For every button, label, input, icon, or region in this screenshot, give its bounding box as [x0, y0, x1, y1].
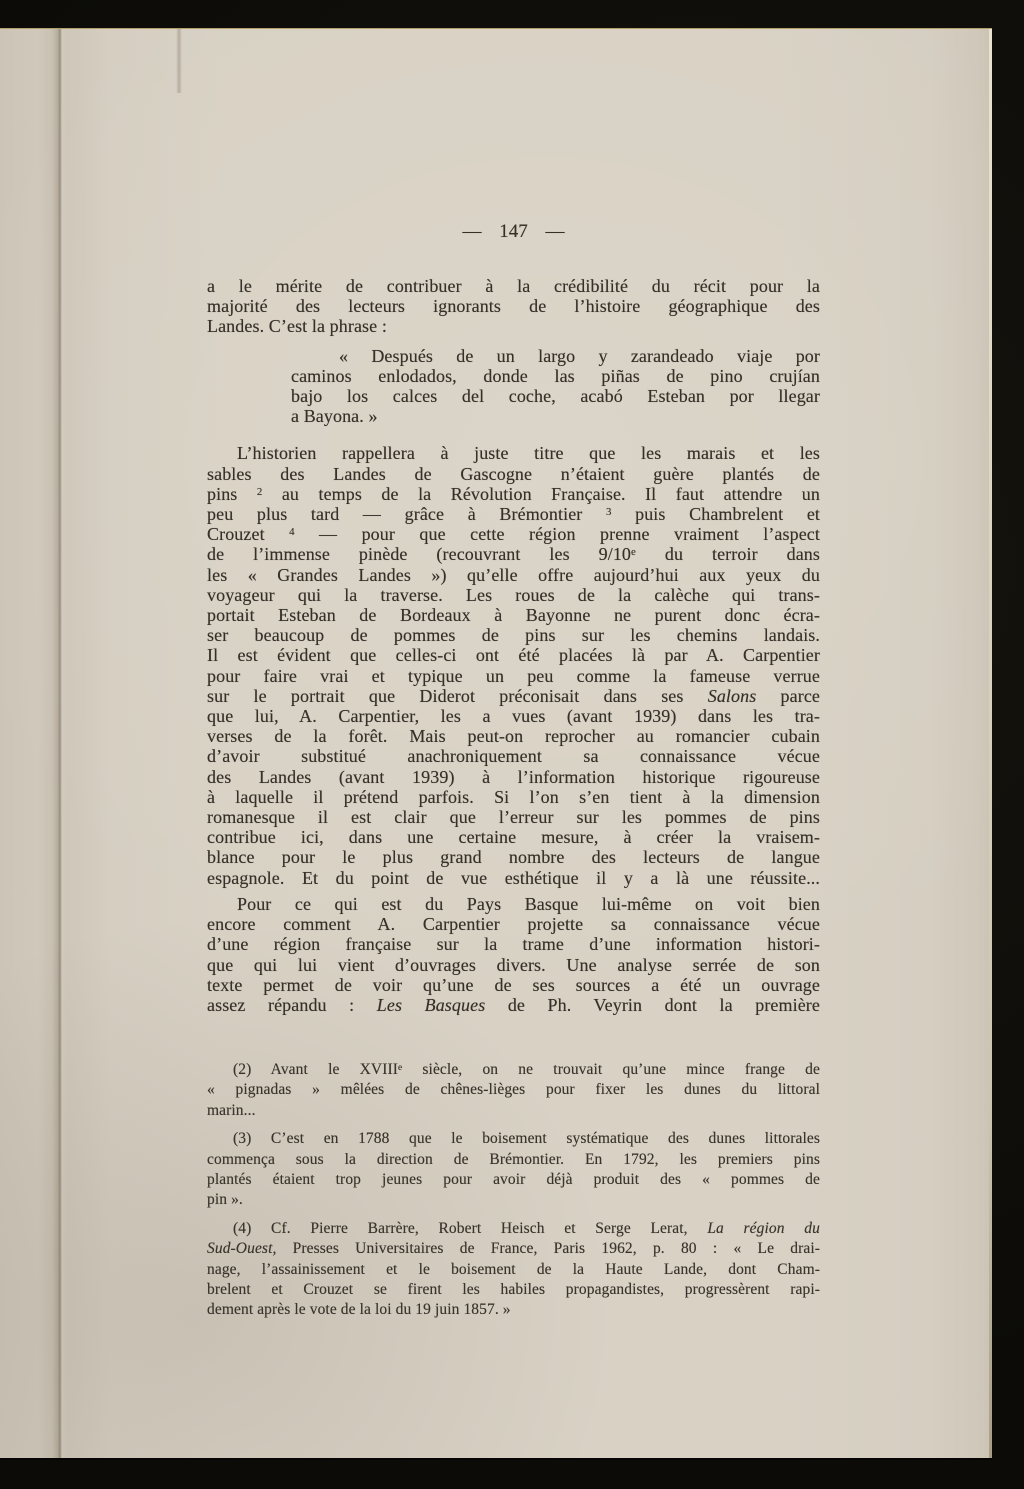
text-line: brelent et Crouzet se firent les habiles propagandistes, progressèrent rapi-: [207, 1281, 820, 1299]
footnote-marker: e: [398, 1062, 403, 1073]
text-line: que qui lui vient d’ouvrages divers. Une analyse serrée de son: [207, 954, 820, 975]
footnote: [207, 1219, 820, 1321]
text-line: Landes. C’est la phrase :: [207, 316, 387, 337]
text-line: bajo los calces del coche, acabó Esteban por llegar: [291, 386, 820, 407]
block-quote: [291, 346, 820, 427]
text-line: plantés étaient trop jeunes pour avoir déjà produit des « pommes de: [207, 1171, 820, 1189]
text-line: des Landes (avant 1939) à l’information historique rigoureuse: [207, 766, 820, 787]
paragraph: [207, 443, 820, 887]
text-line: d’une région française sur la trame d’une information histori-: [207, 934, 820, 955]
text-line: Pour ce qui est du Pays Basque lui-même on voit bien: [237, 893, 820, 914]
footnote-marker: 2: [256, 485, 263, 498]
page-right-edge: [989, 29, 992, 1458]
text-line: portait Esteban de Bordeaux à Bayonne ne purent donc écra-: [207, 605, 820, 626]
text-line: encore comment A. Carpentier projette sa connaissance vécue: [207, 914, 820, 935]
text-line: a le mérite de contribuer à la crédibilité du récit pour la: [207, 276, 820, 296]
text-line: majorité des lecteurs ignorants de l’histoire géographique des: [207, 296, 820, 317]
text-line: commença sous la direction de Brémontier. En 1792, les premiers pins: [207, 1150, 820, 1168]
text-line: « pignadas » mêlées de chênes-lièges pour fixer les dunes du littoral: [207, 1081, 820, 1099]
text-line: blance pour le plus grand nombre des lecteurs de langue: [207, 847, 820, 868]
paragraph: [207, 894, 820, 1015]
text-line: Il est évident que celles-ci ont été placées là par A. Carpentier: [207, 645, 820, 666]
text-line: Crouzet $^4$ — pour que cette région prenne vraiment l’aspect: [207, 524, 820, 545]
text-line: voyageur qui la traverse. Les roues de la calèche qui trans-: [207, 584, 820, 605]
text-line: Sud-Ouest, Presses Universitaires de France, Paris 1962, p. 80 : « Le drai-: [207, 1240, 820, 1258]
text-line: contribue ici, dans une certaine mesure, à créer la vraisem-: [207, 827, 820, 848]
text-line: à laquelle il prétend parfois. Si l’on s’en tient à la dimension: [207, 786, 820, 807]
page-top-seam: [176, 29, 182, 93]
text-line: L’historien rappellera à juste titre que les marais et les: [237, 443, 820, 464]
text-line: (4) Cf. Pierre Barrère, Robert Heisch et Serge Lerat, La région du: [233, 1219, 820, 1237]
text-line: caminos enlodados, donde las piñas de pino crujían: [291, 365, 820, 386]
book-page: [0, 29, 992, 1458]
text-line: verses de la forêt. Mais peut-on reprocher au romancier cubain: [207, 726, 820, 747]
footnote-marker: 3: [606, 506, 612, 519]
footnote-marker: e: [631, 546, 636, 559]
footnote: [207, 1129, 820, 1211]
text-line: que lui, A. Carpentier, les a vues (avant 1939) dans les tra-: [207, 706, 820, 727]
text-line: a Bayona. »: [291, 406, 378, 427]
text-line: nage, l’assainissement et le boisement de la Haute Lande, dont Cham-: [207, 1260, 820, 1278]
text-line: dement après le vote de la loi du 19 juin 1857. »: [207, 1301, 511, 1319]
text-line: sur le portrait que Diderot préconisait dans ses Salons parce: [207, 685, 821, 706]
footnote: [207, 1060, 820, 1121]
text-line: assez répandu : Les Basques de Ph. Veyrin dont la première: [207, 994, 820, 1015]
footnote-marker: 4: [289, 526, 295, 539]
text-line: sables des Landes de Gascogne n’étaient guère plantés de: [207, 463, 820, 484]
text-line: pour faire vrai et typique un peu comme la fameuse verrue: [207, 665, 820, 686]
paragraph: [207, 276, 820, 337]
text-line: d’avoir substitué anachroniquement sa connaissance vécue: [207, 746, 820, 767]
footnotes: [207, 1060, 820, 1321]
text-line: marin...: [207, 1101, 256, 1119]
body-text: [207, 276, 820, 1015]
text-line: ser beaucoup de pommes de pins sur les chemins landais.: [207, 625, 820, 646]
page-number: — 147 —: [462, 221, 565, 242]
text-line: romanesque il est clair que l’erreur sur les pommes de pins: [207, 807, 820, 828]
text-line: texte permet de voir qu’une de ses sources a été un ouvrage: [207, 974, 820, 995]
page-crease: [52, 29, 68, 1458]
text-line: peu plus tard — grâce à Brémontier $^3$ puis Chambrelent et: [207, 504, 821, 525]
text-line: espagnole. Et du point de vue esthétique il y a là une réussite...: [207, 867, 820, 888]
text-line: de l’immense pinède (recouvrant les 9/10e du terroir dans: [207, 544, 820, 565]
text-line: « Después de un largo y zarandeado viaje por: [339, 345, 820, 366]
text-line: pin ».: [207, 1191, 243, 1209]
text-line: (3) C’est en 1788 que le boisement systématique des dunes littorales: [233, 1130, 820, 1148]
text-line: pins $^2$ au temps de la Révolution Française. Il faut attendre un: [207, 483, 820, 504]
text-line: (2) Avant le XVIIIe siècle, on ne trouvait qu’une mince frange de: [233, 1061, 820, 1078]
text-line: les « Grandes Landes ») qu’elle offre aujourd’hui aux yeux du: [207, 564, 820, 585]
